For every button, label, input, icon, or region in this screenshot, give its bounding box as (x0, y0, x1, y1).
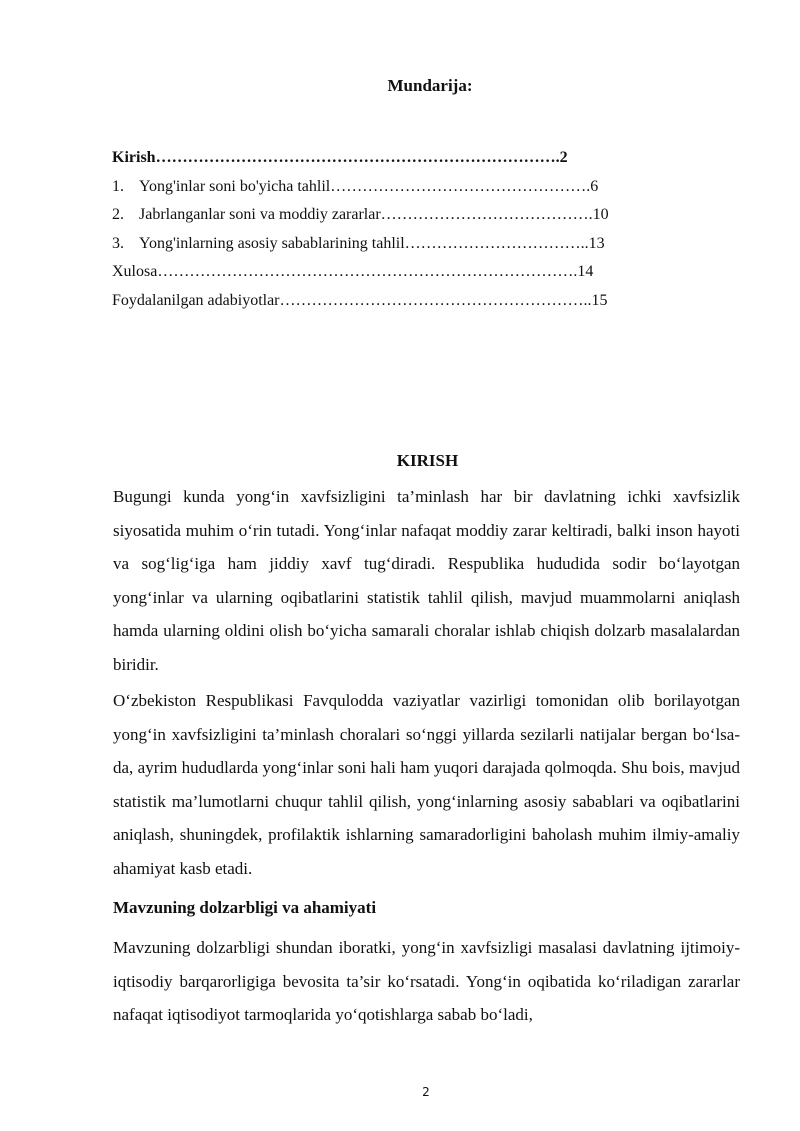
intro-paragraph: Bugungi kunda yong‘in xavfsizligini ta’minlash har bir davlatning ichki xavfsizlik siyosatida muhim o‘rin tutadi. Yong‘inlar nafaqat moddiy zarar keltiradi, balki inson hayoti va sog‘lig‘iga ham jiddiy xavf tug‘diradi. Respublika hududida sodir bo‘layotgan yong‘inlar va ularning oqibatlarini statistik tahlil qilish, mavjud muammolarni aniqlash hamda ularning oldini olish bo‘yicha samarali choralar ishlab chiqish dolzarb masalalardan biridir. (113, 487, 740, 674)
toc-title: Mundarija: (387, 76, 473, 95)
toc-entry-number: 3. (112, 234, 124, 252)
toc-entry-text: Xulosa…………………………………………………………………….14 (112, 263, 594, 281)
page-number: 2 (422, 1085, 430, 1099)
toc-entry-text: Jabrlanganlar soni va moddiy zararlar………………………………….10 (139, 206, 609, 224)
toc-entry-xulosa (112, 258, 712, 287)
section-subheading: Mavzuning dolzarbligi va ahamiyati (113, 898, 377, 917)
intro-paragraph-2-block (113, 684, 740, 886)
toc-entry-1 (112, 173, 712, 202)
toc-entry-text: Yong'inlarning asosiy sabablarining tahlil……………………………..13 (139, 234, 605, 252)
toc-entry-kirish (112, 144, 712, 173)
toc-entry-text: Kirish………………………………………………………………….2 (112, 149, 568, 166)
table-of-contents (112, 144, 712, 316)
toc-entry-text: Foydalanilgan adabiyotlar…………………………………………………..15 (112, 291, 608, 309)
intro-paragraph-3-block (113, 931, 740, 1032)
toc-entry-number: 1. (112, 177, 124, 195)
subheading-block (113, 898, 740, 918)
toc-entry-adabiyotlar (112, 287, 712, 316)
intro-paragraph: Mavzuning dolzarbligi shundan iboratki, yong‘in xavfsizligi masalasi davlatning ijtimoiy-iqtisodiy barqarorligiga bevosita ta’sir ko‘rsatadi. Yong‘in oqibatida ko‘riladigan zararlar nafaqat iqtisodiyot tarmoqlarida yo‘qotishlarga sabab bo‘ladi, (113, 938, 740, 1025)
toc-entry-3 (112, 230, 712, 259)
section-title-kirish: KIRISH (396, 451, 459, 470)
intro-paragraph-1-block (113, 480, 740, 682)
toc-entry-text: Yong'inlar soni bo'yicha tahlil………………………………………….6 (139, 177, 599, 195)
toc-entry-2 (112, 201, 712, 230)
toc-entry-number: 2. (112, 206, 124, 224)
intro-paragraph: O‘zbekiston Respublikasi Favqulodda vaziyatlar vazirligi tomonidan olib borilayotgan yong‘in xavfsizligini ta’minlash choralari so‘nggi yillarda sezilarli natijalar bergan bo‘lsa-da, ayrim hududlarda yong‘inlar soni hali ham yuqori darajada qolmoqda. Shu bois, mavjud statistik ma’lumotlarni chuqur tahlil qilish, yong‘inlarning asosiy sabablari va oqibatlarini aniqlash, shuningdek, profilaktik ishlarning samaradorligini baholash muhim ilmiy-amaliy ahamiyat kasb etadi. (113, 691, 740, 878)
